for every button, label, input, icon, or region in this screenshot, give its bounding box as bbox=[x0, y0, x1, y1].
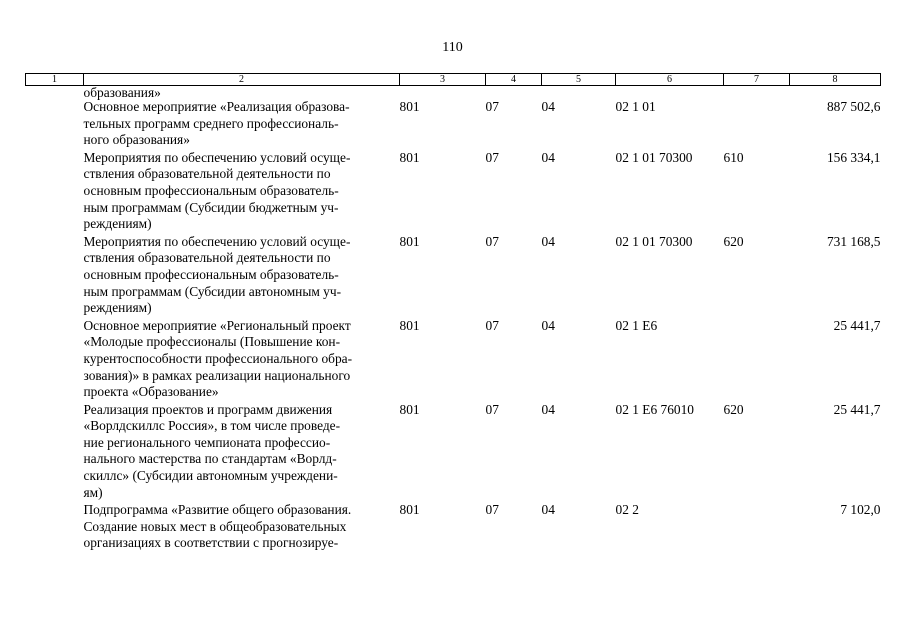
item-name-line: нального мастерства по стандартам «Ворлд- bbox=[83, 451, 337, 467]
item-name-line: ствления образовательной деятельности по bbox=[83, 166, 331, 182]
amount: 731 168,5 bbox=[826, 233, 881, 249]
table-row bbox=[26, 99, 881, 150]
col-header-3: 3 bbox=[400, 74, 486, 86]
item-name bbox=[84, 150, 400, 234]
item-name bbox=[84, 502, 400, 553]
ministry-code: 801 bbox=[399, 317, 420, 333]
item-name-line: Подпрограмма «Развитие общего образования. bbox=[83, 502, 352, 518]
col-header-2: 2 bbox=[84, 74, 400, 86]
target-article-code: 02 1 01 70300 bbox=[615, 149, 693, 165]
table-row bbox=[26, 234, 881, 318]
amount: 25 441,7 bbox=[833, 401, 881, 417]
empty-cell bbox=[26, 318, 84, 402]
col-header-1: 1 bbox=[26, 74, 84, 86]
item-name-line: Создание новых мест в общеобразовательных bbox=[83, 518, 347, 534]
ministry-code: 801 bbox=[399, 401, 420, 417]
col-header-6: 6 bbox=[616, 74, 724, 86]
target-article-code: 02 2 bbox=[615, 502, 639, 518]
subsection-code: 04 bbox=[541, 233, 555, 249]
empty-cell bbox=[26, 502, 84, 553]
continuation-text: образования» bbox=[83, 85, 161, 100]
budget-table bbox=[25, 73, 881, 553]
item-name-line: организациях в соответствии с прогнозируе- bbox=[83, 535, 339, 551]
table-row bbox=[26, 402, 881, 503]
empty-cell bbox=[26, 402, 84, 503]
item-name-line: ям) bbox=[83, 484, 103, 500]
item-name-line: ным программам (Субсидии бюджетным уч- bbox=[83, 199, 339, 215]
col-header-8: 8 bbox=[790, 74, 881, 86]
subsection-code: 04 bbox=[541, 149, 555, 165]
item-name-line: Основное мероприятие «Региональный проект bbox=[83, 317, 351, 333]
item-name-line: ным программам (Субсидии автономным уч- bbox=[83, 283, 342, 299]
item-name-line: ного образования» bbox=[83, 132, 190, 148]
subsection-code: 04 bbox=[541, 502, 555, 518]
subsection-code: 04 bbox=[541, 99, 555, 114]
table-row bbox=[26, 502, 881, 553]
subsection-code: 04 bbox=[541, 317, 555, 333]
page-number: 110 bbox=[442, 40, 463, 55]
empty-cell bbox=[26, 150, 84, 234]
target-article-code: 02 1 01 70300 bbox=[615, 233, 693, 249]
expense-type-code bbox=[724, 318, 790, 402]
amount: 7 102,0 bbox=[840, 502, 881, 518]
item-name-line: реждениям) bbox=[83, 216, 152, 232]
subsection-code: 04 bbox=[541, 401, 555, 417]
amount: 25 441,7 bbox=[833, 317, 881, 333]
amount: 887 502,6 bbox=[826, 99, 881, 114]
empty-cell bbox=[26, 99, 84, 150]
item-name bbox=[84, 99, 400, 150]
target-article-code: 02 1 01 bbox=[615, 99, 656, 114]
section-code: 07 bbox=[485, 233, 499, 249]
item-name bbox=[84, 234, 400, 318]
expense-type-code bbox=[724, 99, 790, 150]
item-name-line: основным профессиональным образователь- bbox=[83, 182, 339, 198]
section-code: 07 bbox=[485, 502, 499, 518]
column-number-header bbox=[26, 74, 881, 86]
item-name-line: тельных программ среднего профессиональ- bbox=[83, 115, 339, 131]
item-name-line: проекта «Образование» bbox=[83, 384, 219, 400]
table-row bbox=[26, 318, 881, 402]
item-name bbox=[84, 402, 400, 503]
item-name-line: «Молодые профессионалы (Повышение кон- bbox=[83, 334, 341, 350]
item-name-line: зования)» в рамках реализации национального bbox=[83, 367, 351, 383]
amount: 156 334,1 bbox=[826, 149, 881, 165]
item-name-line: Мероприятия по обеспечению условий осуще- bbox=[83, 149, 351, 165]
item-name-line: основным профессиональным образователь- bbox=[83, 266, 339, 282]
section-code: 07 bbox=[485, 99, 499, 114]
section-code: 07 bbox=[485, 401, 499, 417]
col-header-7: 7 bbox=[724, 74, 790, 86]
target-article-code: 02 1 E6 bbox=[615, 317, 658, 333]
expense-type-code: 620 bbox=[723, 233, 744, 249]
item-name-line: ствления образовательной деятельности по bbox=[83, 250, 331, 266]
item-name-line: Реализация проектов и программ движения bbox=[83, 401, 333, 417]
col-header-4: 4 bbox=[486, 74, 542, 86]
ministry-code: 801 bbox=[399, 233, 420, 249]
continuation-row bbox=[26, 86, 881, 100]
item-name-line: Мероприятия по обеспечению условий осуще- bbox=[83, 233, 351, 249]
empty-cell bbox=[26, 234, 84, 318]
expense-type-code: 610 bbox=[723, 149, 744, 165]
col-header-5: 5 bbox=[542, 74, 616, 86]
item-name-line: курентоспособности профессионального обра- bbox=[83, 350, 353, 366]
section-code: 07 bbox=[485, 317, 499, 333]
item-name-line: скиллс» (Субсидии автономным учреждени- bbox=[83, 468, 338, 484]
table-row bbox=[26, 150, 881, 234]
item-name-line: реждениям) bbox=[83, 300, 152, 316]
item-name bbox=[84, 318, 400, 402]
item-name-line: «Ворлдскиллс Россия», в том числе проведе- bbox=[83, 418, 341, 434]
item-name-line: Основное мероприятие «Реализация образова- bbox=[83, 99, 350, 114]
ministry-code: 801 bbox=[399, 99, 420, 114]
expense-type-code bbox=[724, 502, 790, 553]
item-name-line: ние регионального чемпионата профессио- bbox=[83, 434, 331, 450]
ministry-code: 801 bbox=[399, 502, 420, 518]
expense-type-code: 620 bbox=[723, 401, 744, 417]
target-article-code: 02 1 E6 76010 bbox=[615, 401, 694, 417]
ministry-code: 801 bbox=[399, 149, 420, 165]
section-code: 07 bbox=[485, 149, 499, 165]
